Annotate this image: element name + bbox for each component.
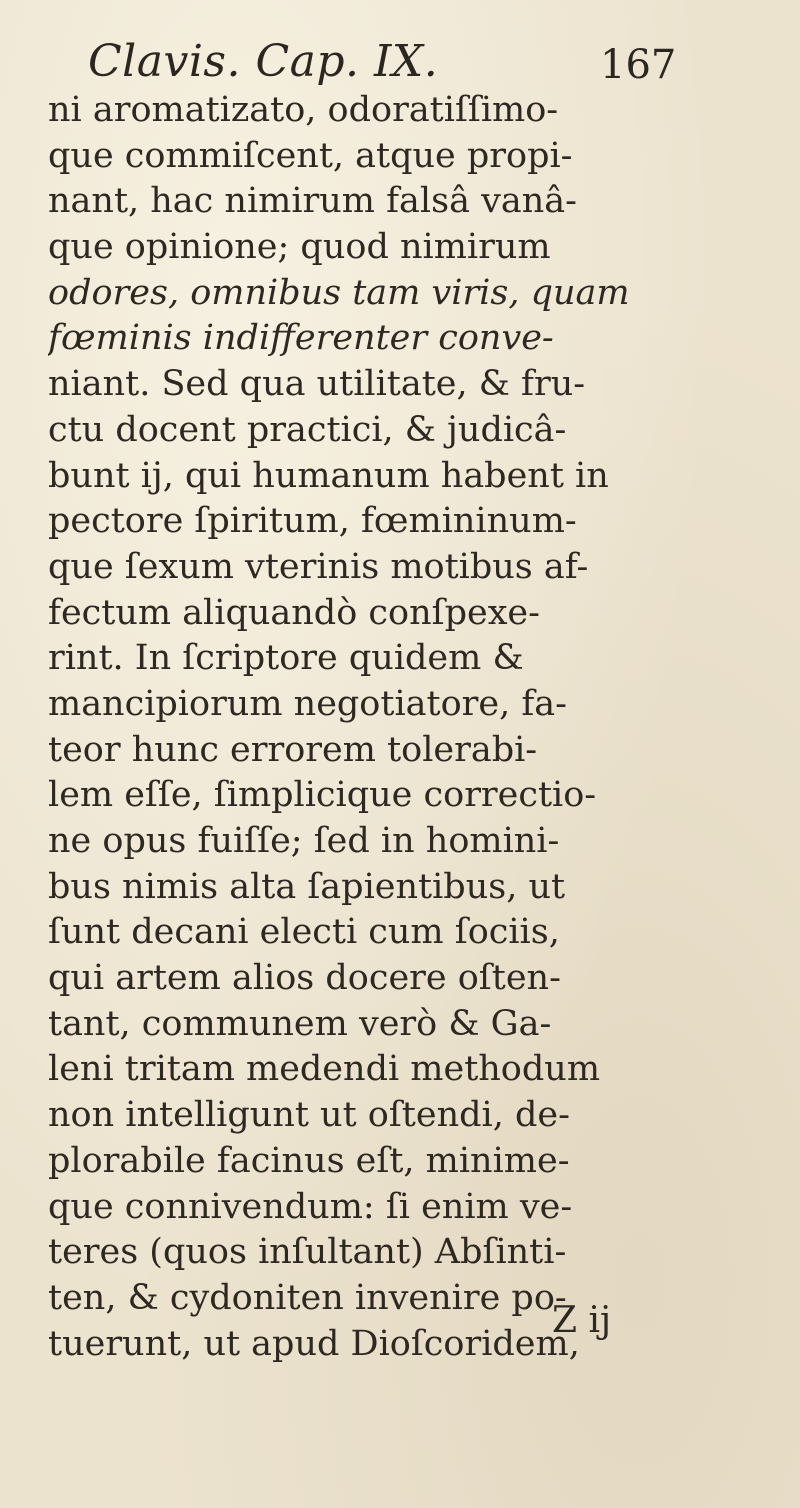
text-line: teres (quos inſultant) Abſinti-: [48, 1232, 567, 1273]
text-line: que commiſcent, atque propi-: [48, 135, 573, 176]
text-line: odores, omnibus tam viris, quam: [48, 272, 630, 313]
running-head: Clavis. Cap. IX.: [88, 36, 439, 87]
text-line: teor hunc errorem tolerabi-: [48, 729, 538, 770]
text-line: mancipiorum negotiatore, fa-: [48, 683, 567, 724]
text-line: pectore ſpiritum, fœmininum-: [48, 501, 577, 542]
text-line: fœminis indifferenter conve-: [48, 318, 554, 359]
text-line: niant. Sed qua utilitate, & fru-: [48, 364, 586, 405]
text-line: ni aromatizato, odoratiſſimo-: [48, 90, 559, 130]
text-line: ten, & cydoniten invenire po-: [48, 1277, 567, 1318]
text-line: que opinione; quod nimirum: [48, 227, 551, 268]
text-line: qui artem alios docere oſten-: [48, 958, 561, 999]
text-line: que connivendum: ſi enim ve-: [48, 1186, 573, 1227]
text-line: rint. In ſcriptore quidem &: [48, 638, 524, 679]
text-line: non intelligunt ut oſtendi, de-: [48, 1095, 570, 1136]
text-line: tant, communem verò & Ga-: [48, 1003, 552, 1044]
text-line: tuerunt, ut apud Dioſcoridem,: [48, 1323, 580, 1364]
text-line: lem eſſe, ſimplicique correctio-: [48, 775, 597, 816]
text-line: que ſexum vterinis motibus af-: [48, 546, 589, 587]
text-line: bunt ij, qui humanum habent in: [48, 455, 609, 496]
text-line: ne opus fuiſſe; ſed in homini-: [48, 821, 560, 861]
text-line: plorabile facinus eſt, minime-: [48, 1140, 570, 1181]
text-line: fectum aliquandò conſpexe-: [48, 592, 540, 633]
page-number: 167: [600, 42, 677, 88]
text-line: nant, hac nimirum falsâ vanâ-: [48, 181, 577, 222]
body-text: [48, 88, 768, 1367]
text-line: ſunt decani electi cum ſociis,: [48, 912, 560, 953]
text-line: leni tritam medendi methodum: [48, 1049, 601, 1090]
text-line: ctu docent practici, & judicâ-: [48, 409, 567, 450]
text-line: bus nimis alta ſapientibus, ut: [48, 866, 566, 907]
catchword: Z ij: [552, 1300, 612, 1341]
